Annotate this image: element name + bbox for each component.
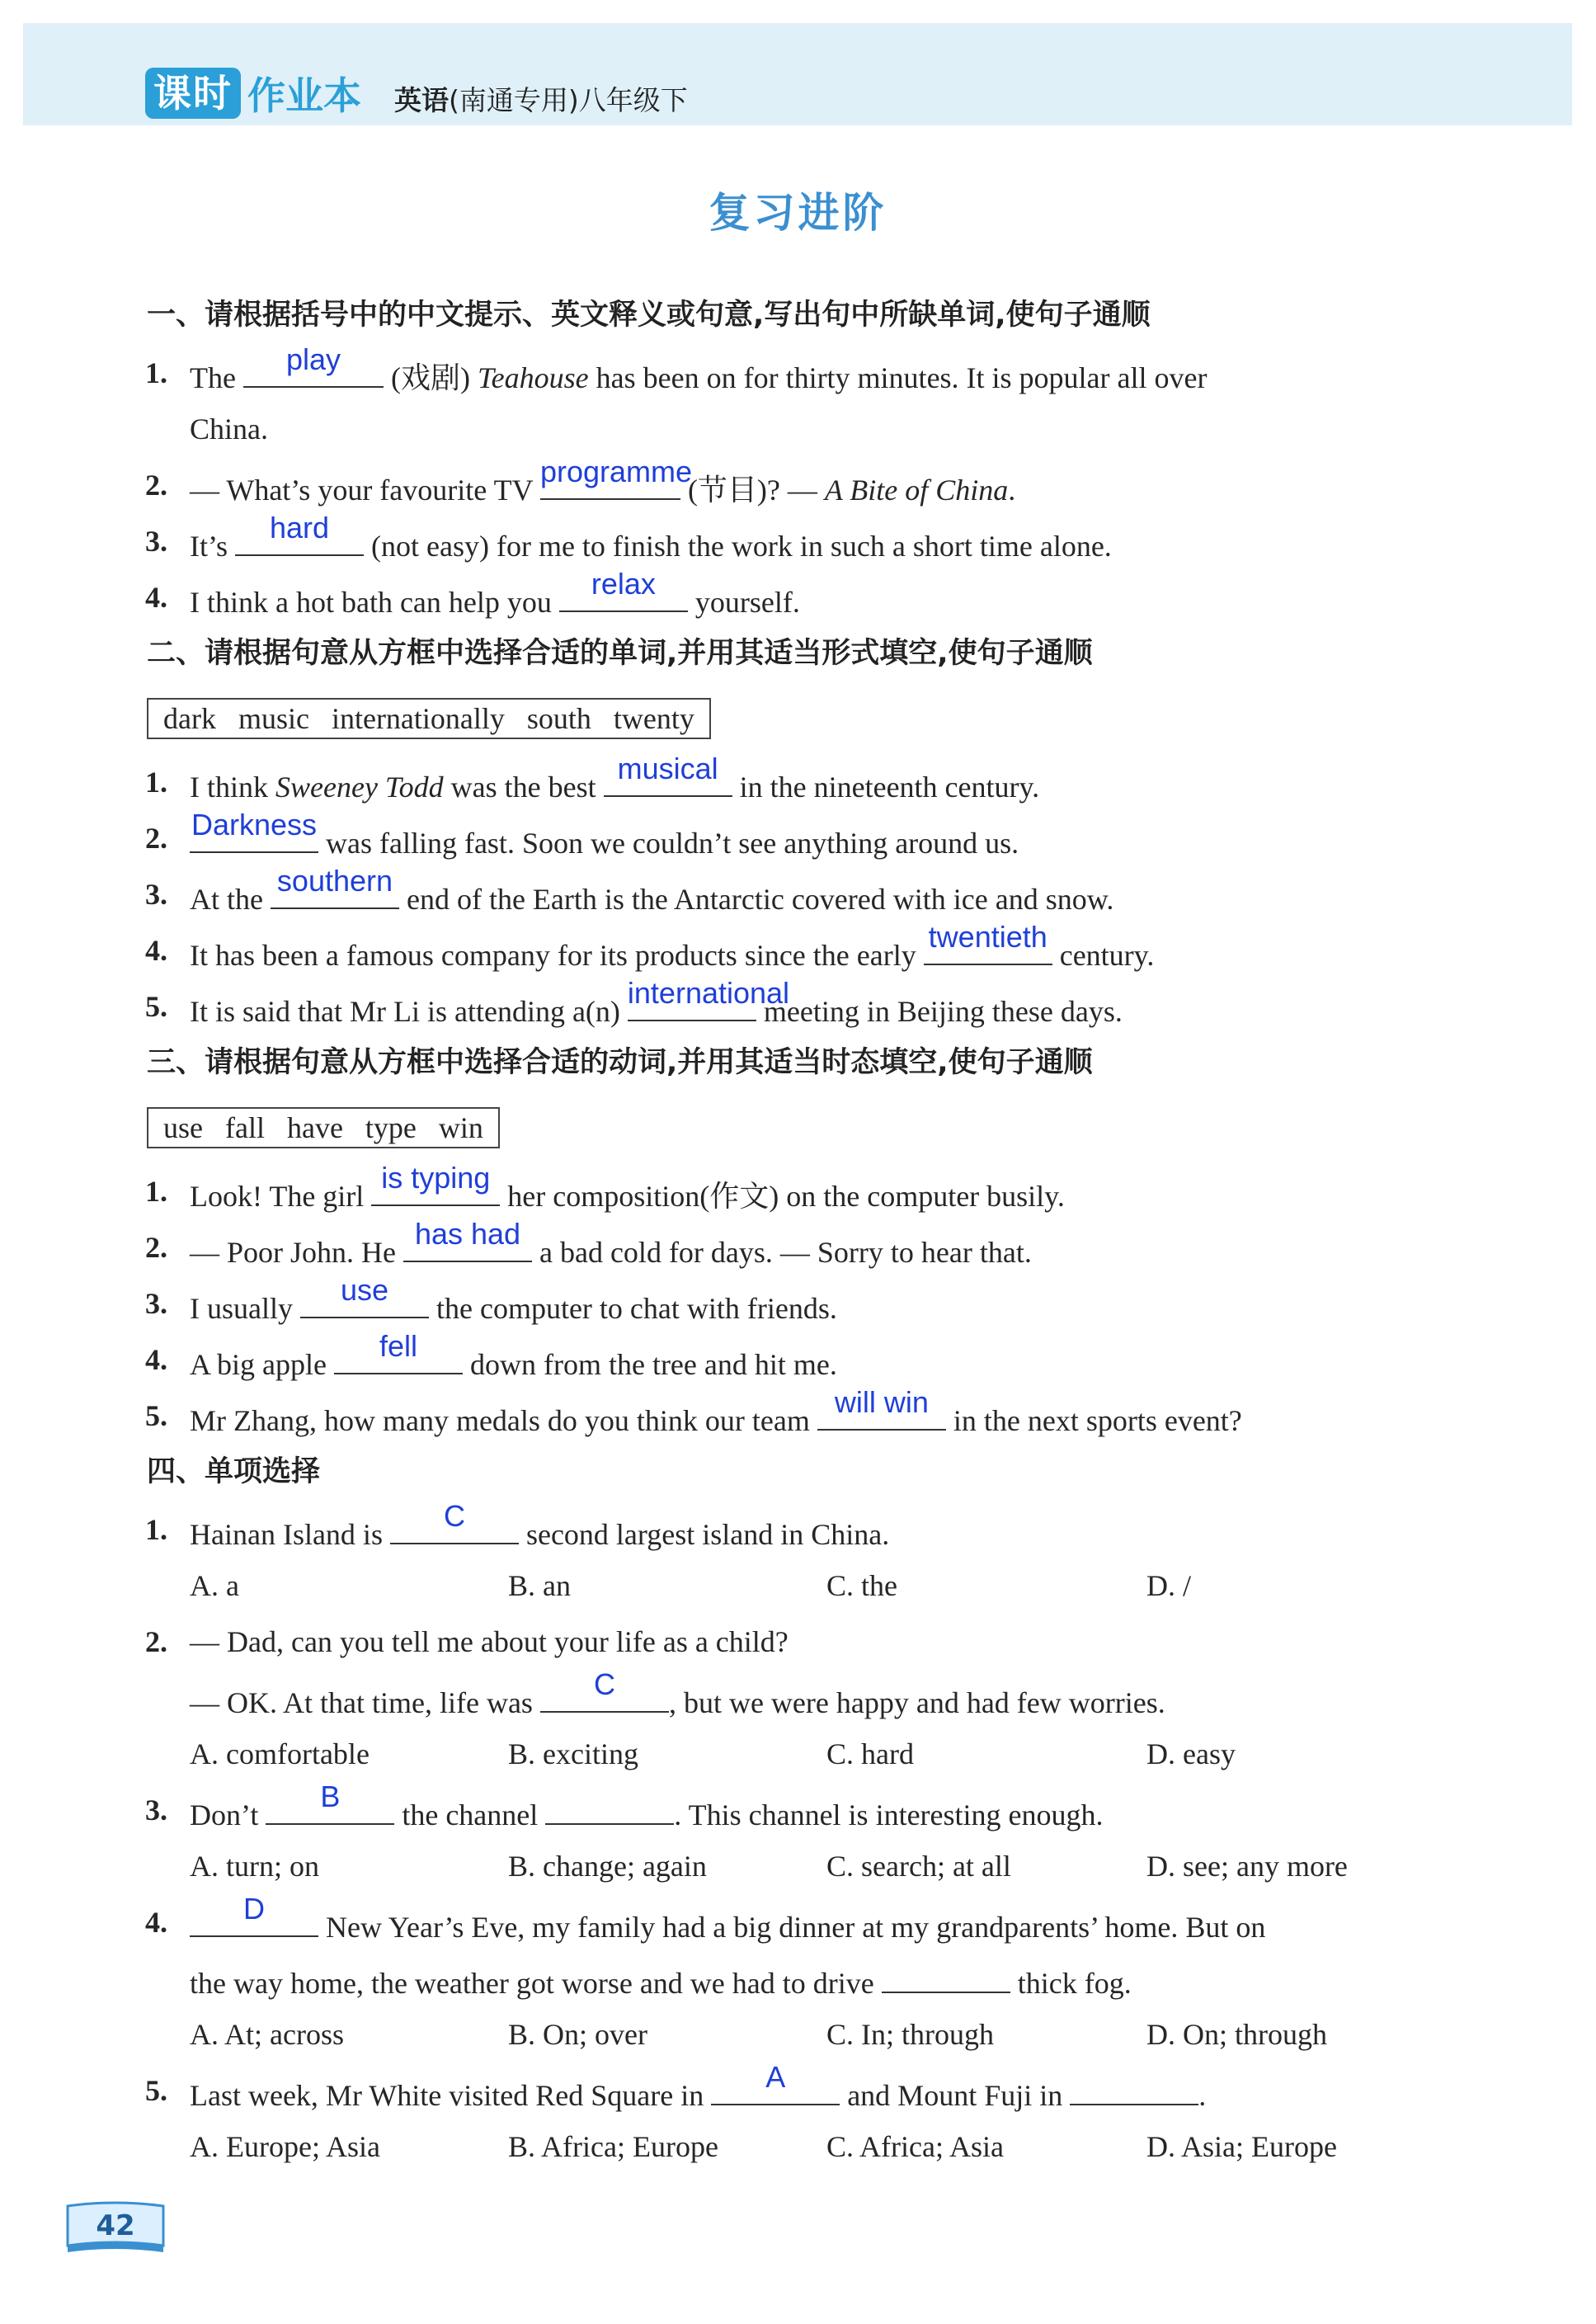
option-d[interactable]: D. easy (1146, 1737, 1236, 1770)
answer-blank[interactable]: programme (540, 465, 680, 500)
brand-rest: 作业本 (247, 73, 361, 118)
option-a[interactable]: A. a (190, 1569, 239, 1602)
option-d[interactable]: D. Asia; Europe (1146, 2130, 1337, 2163)
answer-blank[interactable]: has had (403, 1228, 532, 1262)
option-a[interactable]: A. Europe; Asia (190, 2130, 380, 2163)
answer-blank[interactable]: international (628, 987, 756, 1021)
section3-heading: 三、请根据句意从方框中选择合适的动词,并用其适当时态填空,使句子通顺 (147, 1046, 1093, 1079)
page-number: 42 (96, 2209, 135, 2242)
option-c[interactable]: C. search; at all (826, 1850, 1011, 1883)
option-d[interactable]: D. see; any more (1146, 1850, 1348, 1883)
option-b[interactable]: B. On; over (508, 2018, 647, 2051)
brand-logo (145, 68, 361, 119)
option-a[interactable]: A. comfortable (190, 1737, 370, 1770)
option-c[interactable]: C. the (826, 1569, 897, 1602)
answer-blank[interactable] (1070, 2071, 1198, 2105)
option-d[interactable]: D. / (1146, 1569, 1191, 1602)
section2-heading: 二、请根据句意从方框中选择合适的单词,并用其适当形式填空,使句子通顺 (147, 637, 1093, 670)
option-a[interactable]: A. turn; on (190, 1850, 319, 1883)
option-b[interactable]: B. Africa; Europe (508, 2130, 718, 2163)
option-b[interactable]: B. an (508, 1569, 571, 1602)
word-box: dark music internationally south twenty (147, 698, 711, 739)
answer-blank[interactable]: twentieth (924, 931, 1052, 965)
answer-blank[interactable]: D (190, 1902, 318, 1937)
answer-blank[interactable]: southern (271, 874, 399, 909)
answer-blank[interactable]: C (390, 1510, 519, 1544)
brand-box: 课时 (145, 68, 241, 119)
answer-blank[interactable]: will win (817, 1396, 946, 1431)
answer-blank[interactable]: B (266, 1790, 394, 1825)
section4-heading: 四、单项选择 (147, 1455, 321, 1488)
answer-blank[interactable]: play (243, 353, 384, 388)
option-c[interactable]: C. Africa; Asia (826, 2130, 1004, 2163)
answer-blank[interactable]: relax (559, 577, 688, 612)
word-box: use fall have type win (147, 1107, 500, 1148)
answer-blank[interactable]: is typing (371, 1171, 500, 1206)
answer-blank[interactable]: use (300, 1284, 429, 1318)
answer-blank[interactable] (545, 1790, 674, 1825)
section1-heading: 一、请根据括号中的中文提示、英文释义或句意,写出句中所缺单词,使句子通顺 (147, 299, 1151, 332)
answer-blank[interactable]: C (540, 1678, 669, 1713)
answer-blank[interactable]: musical (604, 762, 732, 797)
option-c[interactable]: C. hard (826, 1737, 914, 1770)
page-title: 复习进阶 (709, 188, 887, 237)
answer-blank[interactable]: A (711, 2071, 840, 2105)
option-c[interactable]: C. In; through (826, 2018, 994, 2051)
answer-blank[interactable]: Darkness (190, 818, 318, 853)
page-number-badge (64, 2201, 167, 2259)
answer-blank[interactable] (882, 1959, 1010, 1993)
option-a[interactable]: A. At; across (190, 2018, 344, 2051)
option-b[interactable]: B. change; again (508, 1850, 707, 1883)
subject-label: 英语(南通专用)八年级下 (394, 84, 688, 116)
answer-blank[interactable]: hard (235, 521, 364, 556)
option-d[interactable]: D. On; through (1146, 2018, 1327, 2051)
answer-blank[interactable]: fell (334, 1340, 463, 1374)
option-b[interactable]: B. exciting (508, 1737, 638, 1770)
